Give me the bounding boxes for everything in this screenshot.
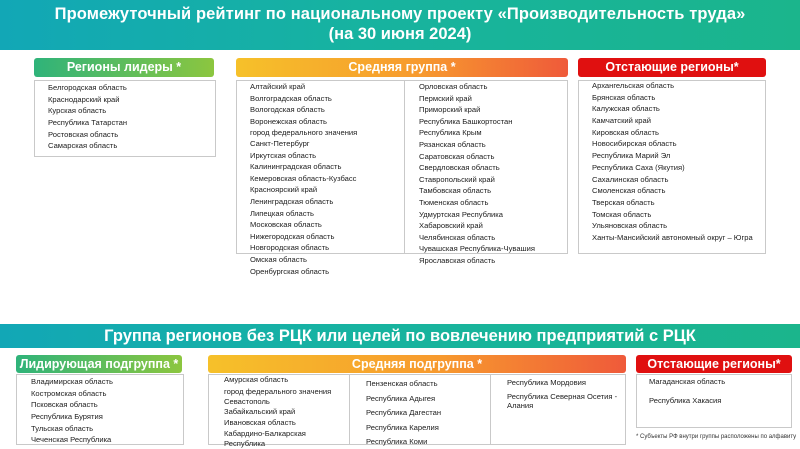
leading-subgroup-box bbox=[16, 374, 184, 445]
list-item: Тюменская область bbox=[419, 197, 489, 207]
middle-subgroup-divider-1 bbox=[349, 374, 350, 445]
middle-subgroup-header-label: Средняя подгруппа * bbox=[351, 357, 483, 371]
list-item: город федерального значения Севастополь bbox=[224, 387, 332, 406]
list-item: Свердловская область bbox=[419, 163, 500, 173]
page-subtitle-date: (на 30 июня 2024) bbox=[328, 25, 472, 43]
list-item: Республика Дагестан bbox=[366, 408, 442, 418]
leading-subgroup-header-label: Лидирующая подгруппа * bbox=[19, 357, 179, 371]
bottom-lagging-box bbox=[636, 374, 792, 428]
list-item: Челябинская область bbox=[419, 232, 496, 242]
list-item: Калининградская область bbox=[250, 162, 342, 172]
bottom-lagging-list bbox=[649, 377, 791, 406]
list-item: Вологодская область bbox=[250, 105, 325, 115]
middle-group-list-col1 bbox=[250, 82, 400, 278]
list-item: Кировская область bbox=[592, 127, 659, 137]
list-item: Ставропольский край bbox=[419, 174, 495, 184]
list-item: Ярославская область bbox=[419, 255, 496, 265]
list-item: Удмуртская Республика bbox=[419, 209, 503, 219]
list-item: Курская область bbox=[48, 106, 107, 116]
page-title: Промежуточный рейтинг по национальному проекту «Производительность труда» bbox=[54, 5, 746, 23]
list-item: Сахалинская область bbox=[592, 174, 669, 184]
list-item: Московская область bbox=[250, 220, 322, 230]
list-item: Кемеровская область-Кузбасс bbox=[250, 173, 357, 183]
middle-subgroup-list-col1 bbox=[224, 375, 350, 448]
leaders-header-label: Регионы лидеры * bbox=[66, 60, 182, 74]
list-item: Костромская область bbox=[31, 388, 107, 398]
list-item: Тамбовская область bbox=[419, 186, 492, 196]
lagging-header bbox=[578, 58, 766, 77]
list-item: Республика Башкортостан bbox=[419, 116, 513, 126]
leaders-list bbox=[48, 83, 215, 152]
leaders-box bbox=[34, 80, 216, 157]
leaders-header bbox=[34, 58, 214, 77]
list-item: Республика Бурятия bbox=[31, 412, 103, 422]
list-item: Нижегородская область bbox=[250, 231, 335, 241]
list-item: Ленинградская область bbox=[250, 196, 334, 206]
list-item: Республика Мордовия bbox=[507, 378, 586, 387]
list-item: Республика Крым bbox=[419, 128, 482, 138]
list-item: Республика Хакасия bbox=[649, 395, 722, 405]
middle-group-list-col2 bbox=[419, 82, 567, 268]
list-item: Псковская область bbox=[31, 400, 98, 410]
list-item: Смоленская область bbox=[592, 186, 666, 196]
middle-subgroup-divider-2 bbox=[490, 374, 491, 445]
list-item: Забайкальский край bbox=[224, 406, 296, 416]
list-item: Владимирская область bbox=[31, 377, 113, 386]
list-item: Пермский край bbox=[419, 93, 472, 103]
list-item: Липецкая область bbox=[250, 208, 314, 218]
list-item: Брянская область bbox=[592, 92, 656, 102]
middle-group-header bbox=[236, 58, 568, 77]
list-item: Тульская область bbox=[31, 423, 94, 433]
list-item: Иркутская область bbox=[250, 150, 317, 160]
header-banner bbox=[0, 0, 800, 50]
list-item: город федерального значения Санкт-Петербург bbox=[250, 128, 358, 148]
leading-subgroup-header bbox=[16, 355, 182, 373]
list-item: Чеченская Республика bbox=[31, 435, 112, 445]
list-item: Ханты-Мансийский автономный округ – Югра bbox=[592, 232, 753, 242]
middle-subgroup-list-col3 bbox=[507, 378, 623, 411]
list-item: Самарская область bbox=[48, 141, 118, 151]
list-item: Белгородская область bbox=[48, 83, 127, 92]
list-item: Республика Саха (Якутия) bbox=[592, 162, 685, 172]
middle-group-header-label: Средняя группа * bbox=[348, 60, 456, 74]
list-item: Республика Карелия bbox=[366, 422, 439, 432]
list-item: Ульяновская область bbox=[592, 221, 668, 231]
list-item: Омская область bbox=[250, 254, 307, 264]
section-title: Группа регионов без РЦК или целей по вовлечению предприятий с РЦК bbox=[104, 327, 696, 345]
list-item: Приморский край bbox=[419, 105, 481, 115]
bottom-lagging-header-label: Отстающие регионы* bbox=[647, 357, 781, 371]
list-item: Республика Марий Эл bbox=[592, 151, 671, 161]
lagging-list bbox=[592, 81, 759, 244]
lagging-header-label: Отстающие регионы* bbox=[605, 60, 739, 74]
list-item: Магаданская область bbox=[649, 377, 726, 386]
list-item: Орловская область bbox=[419, 82, 488, 91]
middle-group-box bbox=[236, 80, 568, 276]
list-item: Новосибирская область bbox=[592, 139, 677, 149]
list-item: Республика Коми bbox=[366, 437, 428, 447]
list-item: Ростовская область bbox=[48, 129, 119, 139]
middle-subgroup-box bbox=[208, 374, 626, 448]
list-item: Калужская область bbox=[592, 104, 660, 114]
list-item: Волгоградская область bbox=[250, 93, 332, 103]
list-item: Архангельская область bbox=[592, 81, 675, 90]
leading-subgroup-list bbox=[31, 377, 183, 446]
list-item: Хабаровский край bbox=[419, 221, 483, 231]
list-item: Пензенская область bbox=[366, 379, 438, 388]
list-item: Красноярский край bbox=[250, 185, 318, 195]
list-item: Томская область bbox=[592, 209, 652, 219]
footnote: * Субъекты РФ внутри группы расположены по алфавиту bbox=[636, 434, 797, 440]
list-item: Саратовская область bbox=[419, 151, 495, 161]
section-banner bbox=[0, 324, 800, 348]
list-item: Республика Адыгея bbox=[366, 393, 436, 403]
list-item: Краснодарский край bbox=[48, 94, 120, 104]
middle-subgroup-list-col2 bbox=[366, 379, 486, 449]
middle-subgroup-header bbox=[208, 355, 626, 373]
list-item: Чувашская Республика-Чувашия bbox=[419, 244, 535, 254]
middle-group-divider bbox=[404, 80, 405, 254]
bottom-lagging-header bbox=[636, 355, 792, 373]
list-item: Воронежская область bbox=[250, 116, 327, 126]
list-item: Камчатский край bbox=[592, 116, 651, 126]
list-item: Кабардино-Балкарская Республика bbox=[224, 429, 306, 448]
list-item: Ивановская область bbox=[224, 418, 296, 428]
list-item: Рязанская область bbox=[419, 139, 486, 149]
list-item: Амурская область bbox=[224, 375, 289, 384]
list-item: Новгородская область bbox=[250, 243, 330, 253]
list-item: Республика Северная Осетия - Алания bbox=[507, 391, 618, 411]
list-item: Республика Татарстан bbox=[48, 118, 128, 128]
lagging-box bbox=[578, 80, 766, 254]
list-item: Алтайский край bbox=[250, 82, 306, 91]
list-item: Тверская область bbox=[592, 197, 655, 207]
list-item: Оренбургская область bbox=[250, 266, 330, 276]
